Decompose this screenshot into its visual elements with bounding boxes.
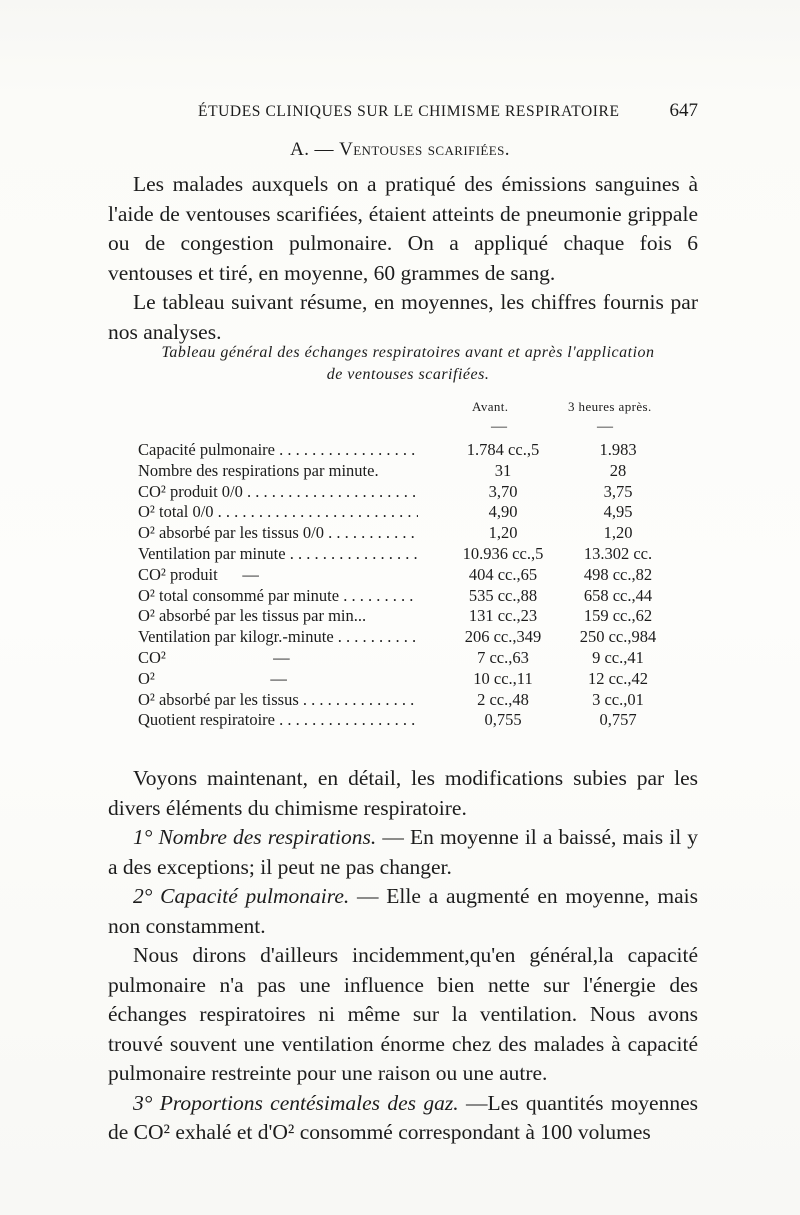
row-avant: 404 cc.,65: [468, 564, 538, 584]
row-label: O² —: [138, 668, 287, 688]
column-header-avant: Avant.: [472, 399, 509, 414]
row-label: CO² produit 0/0 . . .: [138, 482, 418, 503]
paragraph-2-body: — En moyenne il a baissé, mais il y a des exceptions; il peut ne pas changer.: [108, 825, 699, 879]
subheading-capacite: 2° Capacité pulmonaire.: [133, 884, 350, 908]
table-caption-line-1: Tableau général des échanges respiratoires avant et après l'application: [161, 344, 655, 361]
section-title-text: Ventouses scarifiées.: [339, 139, 510, 160]
row-avant: 10 cc.,11: [473, 668, 533, 688]
row-apres: 159 cc.,62: [583, 606, 653, 626]
discussion-paragraph-1: Voyons maintenant, en détail, les modifications subies par les divers éléments du chimisme respiratoire.: [108, 766, 698, 820]
row-apres: 12 cc.,42: [587, 668, 649, 688]
row-label: Ventilation par kilogr.-minute . . .: [138, 627, 418, 648]
subheading-respirations: 1° Nombre des respirations.: [133, 825, 377, 849]
paragraph-5-body: —Les quantités moyennes de CO² exhalé et d'O² consommé correspondant à 100 volumes: [108, 1090, 699, 1144]
paragraph-3-body: — Elle a augmenté en moyenne, mais non constamment.: [108, 884, 698, 938]
discussion-paragraph-2: [108, 823, 698, 882]
table-row: [138, 565, 698, 586]
table-row: [138, 502, 698, 523]
row-avant: 4,90: [488, 502, 518, 522]
table-row: [138, 461, 698, 482]
intro-text: [108, 170, 698, 347]
intro-paragraph-2: Le tableau suivant résume, en moyennes, les chiffres fournis par nos analyses.: [108, 290, 698, 344]
row-avant: 131 cc.,23: [468, 606, 538, 626]
table-row: [138, 710, 698, 731]
row-avant: 2 cc.,48: [477, 689, 529, 709]
page-number: 647: [669, 100, 698, 121]
table-row: [138, 690, 698, 711]
row-label: Capacité pulmonaire . . .: [138, 440, 418, 461]
row-label: CO² —: [138, 647, 290, 667]
row-label: O² total consommé par minute . . .: [138, 586, 418, 607]
running-head: [118, 100, 698, 125]
row-label: Ventilation par minute . . .: [138, 544, 418, 565]
discussion-paragraph-5: [108, 1089, 698, 1148]
column-header-apres: 3 heures après.: [568, 399, 652, 414]
row-label: O² absorbé par les tissus par min...: [138, 606, 367, 626]
row-apres: 1,20: [603, 523, 633, 543]
intro-paragraph-1: Les malades auxquels on a pratiqué des émissions sanguines à l'aide de ventouses scarifiées, étaient atteints de pneumonie grippale ou de congestion pulmonaire. On a appliqué chaque fois 6 ventouses et tiré, en moyenne, 60 grammes de sang.: [108, 172, 698, 285]
column-dash-apres: —: [597, 418, 613, 435]
row-apres: 658 cc.,44: [583, 585, 653, 605]
row-avant: 1.784 cc.,5: [466, 440, 540, 459]
section-prefix: A. —: [290, 139, 340, 160]
table-row: [138, 606, 698, 627]
row-apres: 498 cc.,82: [583, 564, 653, 584]
data-table: [138, 440, 698, 731]
row-label: Quotient respiratoire . . .: [138, 710, 418, 731]
row-avant: 10.936 cc.,5: [462, 543, 544, 563]
table-row: [138, 648, 698, 669]
table-row: [138, 523, 698, 544]
subheading-proportions: 3° Proportions centésimales des gaz.: [133, 1090, 459, 1115]
row-apres: 4,95: [603, 502, 633, 522]
row-label: Nombre des respirations par minute.: [138, 460, 379, 480]
row-apres: 3 cc.,01: [592, 689, 644, 709]
row-avant: 206 cc.,349: [464, 627, 542, 647]
table-row: [138, 482, 698, 503]
table-caption: [116, 342, 700, 386]
row-avant: 0,755: [484, 710, 522, 730]
row-avant: 1,20: [488, 523, 518, 543]
column-dash-avant: —: [491, 418, 507, 435]
row-avant: 7 cc.,63: [477, 647, 529, 667]
section-title: [0, 139, 800, 161]
table-row: [138, 544, 698, 565]
row-label: O² absorbé par les tissus . . .: [138, 690, 418, 711]
row-apres: 0,757: [599, 710, 637, 730]
row-label: CO² produit —: [138, 564, 259, 584]
table-row: [138, 440, 698, 461]
table-caption-line-2: de ventouses scarifiées.: [326, 366, 490, 383]
row-apres: 9 cc.,41: [592, 647, 644, 667]
row-avant: 31: [494, 460, 512, 480]
row-apres: 13.302 cc.: [583, 543, 653, 563]
row-label: O² total 0/0 . . .: [138, 502, 418, 523]
row-apres: 28: [609, 460, 627, 480]
row-apres: 3,75: [603, 481, 633, 501]
table-row: [138, 586, 698, 607]
discussion-paragraph-4: Nous dirons d'ailleurs incidemment,qu'en général,la capacité pulmonaire n'a pas une influence bien nette sur l'énergie des échanges respiratoires ni même sur la ventilation. Nous avons trouvé souvent une ventilation énorme chez des malades à capacité pulmonaire restreinte pour une raison ou une autre.: [108, 943, 698, 1085]
row-apres: 1.983: [599, 440, 637, 459]
row-avant: 3,70: [488, 481, 518, 501]
row-avant: 535 cc.,88: [468, 585, 538, 605]
row-apres: 250 cc.,984: [579, 627, 657, 647]
discussion-text: [108, 764, 698, 1148]
row-label: O² absorbé par les tissus 0/0 . . .: [138, 523, 418, 544]
running-head-title: ÉTUDES CLINIQUES SUR LE CHIMISME RESPIRATOIRE: [198, 103, 620, 120]
table-row: [138, 627, 698, 648]
discussion-paragraph-3: [108, 882, 698, 941]
table-row: [138, 669, 698, 690]
